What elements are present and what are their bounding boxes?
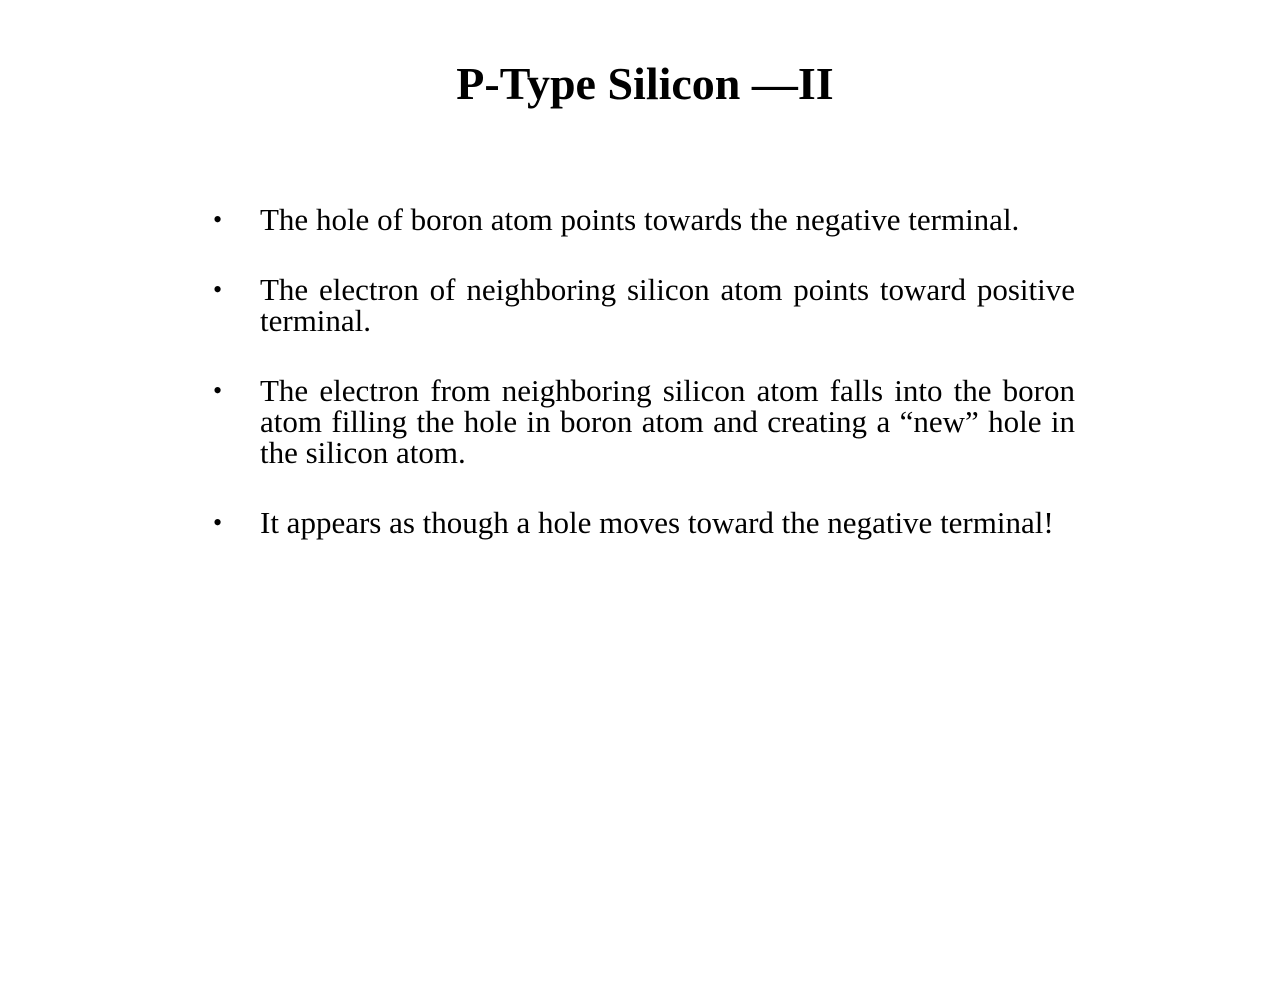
- bullet-icon: •: [213, 508, 223, 537]
- bullet-icon: •: [213, 205, 223, 234]
- bullet-text: The electron of neighboring silicon atom points toward positive terminal.: [260, 272, 1075, 338]
- bullet-icon: •: [213, 376, 223, 405]
- bullet-text: It appears as though a hole moves toward the negative terminal!: [260, 505, 1054, 540]
- bullet-item: [213, 375, 1075, 468]
- bullet-item: [213, 204, 1075, 235]
- bullet-item: [213, 507, 1075, 538]
- bullet-icon: •: [213, 275, 223, 304]
- bullet-list: [213, 204, 1075, 577]
- slide-title: P-Type Silicon —II: [456, 58, 834, 109]
- bullet-text: The hole of boron atom points towards the negative terminal.: [260, 202, 1020, 237]
- bullet-text: The electron from neighboring silicon atom falls into the boron atom filling the hole in boron atom and creating a “new” hole in the silicon atom.: [260, 373, 1075, 470]
- bullet-item: [213, 274, 1075, 336]
